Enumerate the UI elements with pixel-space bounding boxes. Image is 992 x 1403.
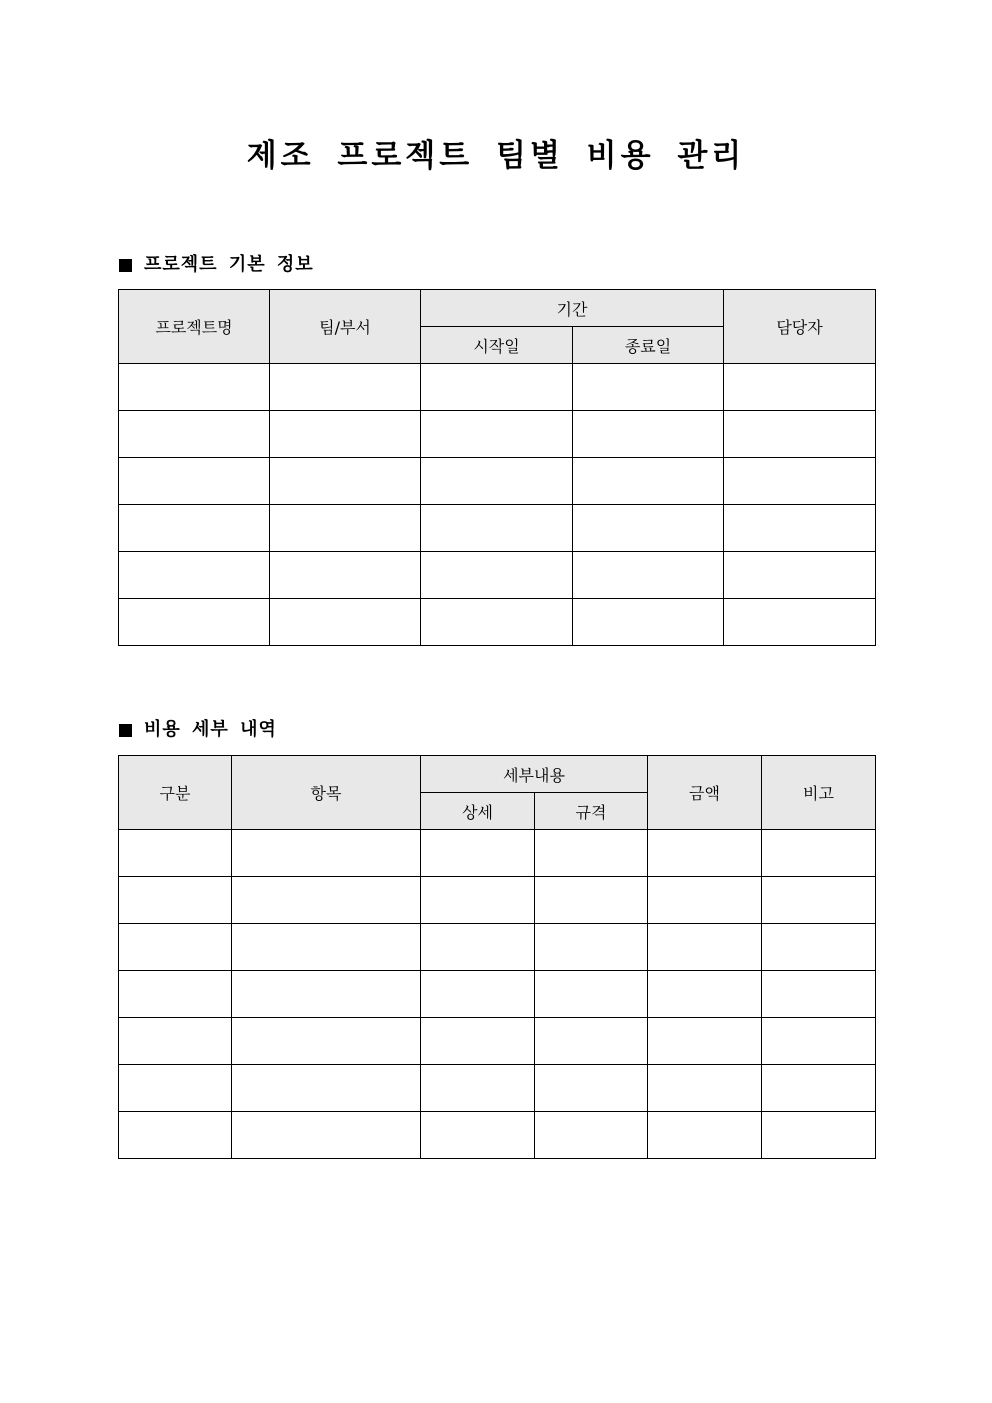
table-cell[interactable]: [421, 364, 573, 411]
square-bullet-icon: [119, 259, 132, 272]
table-cell[interactable]: [232, 830, 421, 877]
table-cell[interactable]: [270, 364, 421, 411]
section-heading-label: 비용 세부 내역: [144, 719, 277, 740]
table-cell[interactable]: [535, 924, 648, 971]
table-cell[interactable]: [573, 552, 724, 599]
table-row: [119, 971, 876, 1018]
table-cell[interactable]: [648, 877, 762, 924]
table-cell[interactable]: [535, 1112, 648, 1159]
table-cell[interactable]: [119, 877, 232, 924]
table-cell[interactable]: [232, 971, 421, 1018]
table-cell[interactable]: [648, 1065, 762, 1112]
section-heading-project-info: [119, 253, 314, 277]
table-cell[interactable]: [119, 552, 270, 599]
table-cell[interactable]: [421, 971, 535, 1018]
table-cell[interactable]: [119, 364, 270, 411]
table-cell[interactable]: [232, 1112, 421, 1159]
table-cell[interactable]: [724, 552, 876, 599]
header-end-date: 종료일: [573, 327, 724, 364]
table-cell[interactable]: [119, 599, 270, 646]
table-row: [119, 877, 876, 924]
table-cell[interactable]: [119, 505, 270, 552]
table-row: [119, 552, 876, 599]
table-cell[interactable]: [573, 505, 724, 552]
table-cell[interactable]: [232, 877, 421, 924]
table-row: [119, 599, 876, 646]
table-cell[interactable]: [421, 1018, 535, 1065]
table-cell[interactable]: [724, 411, 876, 458]
table-cell[interactable]: [648, 1112, 762, 1159]
table-cell[interactable]: [232, 924, 421, 971]
table-cell[interactable]: [762, 1018, 876, 1065]
table-cell[interactable]: [762, 830, 876, 877]
table-cell[interactable]: [119, 1018, 232, 1065]
table-cell[interactable]: [535, 971, 648, 1018]
table-cell[interactable]: [421, 505, 573, 552]
table-cell[interactable]: [421, 411, 573, 458]
table-cell[interactable]: [648, 971, 762, 1018]
table-cell[interactable]: [270, 458, 421, 505]
table-row: [119, 1112, 876, 1159]
table-cell[interactable]: [421, 552, 573, 599]
table-cell[interactable]: [421, 877, 535, 924]
header-period: 기간: [421, 290, 724, 327]
header-project-name: 프로젝트명: [119, 290, 270, 364]
table-cell[interactable]: [119, 411, 270, 458]
page-title: 제조 프로젝트 팀별 비용 관리: [246, 138, 746, 174]
table-row: [119, 1065, 876, 1112]
table-cell[interactable]: [573, 599, 724, 646]
table-row: [119, 830, 876, 877]
table-row: [119, 364, 876, 411]
table-cell[interactable]: [270, 411, 421, 458]
header-team: 팀/부서: [270, 290, 421, 364]
table-cell[interactable]: [119, 924, 232, 971]
table-cell[interactable]: [421, 1065, 535, 1112]
table-cell[interactable]: [232, 1065, 421, 1112]
table-cell[interactable]: [535, 1065, 648, 1112]
table-cell[interactable]: [762, 1112, 876, 1159]
header-start-date: 시작일: [421, 327, 573, 364]
table-cell[interactable]: [724, 599, 876, 646]
table-cell[interactable]: [762, 877, 876, 924]
section-heading-cost-details: [119, 718, 277, 742]
table-cell[interactable]: [421, 599, 573, 646]
project-info-table-body: [119, 364, 876, 646]
table-cell[interactable]: [648, 830, 762, 877]
table-cell[interactable]: [421, 458, 573, 505]
table-cell[interactable]: [762, 1065, 876, 1112]
table-cell[interactable]: [535, 830, 648, 877]
table-cell[interactable]: [270, 505, 421, 552]
header-note: 비고: [762, 756, 876, 830]
table-row: [119, 1018, 876, 1065]
table-cell[interactable]: [573, 364, 724, 411]
header-category: 구분: [119, 756, 232, 830]
table-cell[interactable]: [270, 552, 421, 599]
table-cell[interactable]: [648, 1018, 762, 1065]
square-bullet-icon: [119, 724, 132, 737]
table-cell[interactable]: [119, 971, 232, 1018]
table-cell[interactable]: [270, 599, 421, 646]
table-cell[interactable]: [119, 1112, 232, 1159]
table-cell[interactable]: [724, 505, 876, 552]
header-spec: 규격: [535, 793, 648, 830]
table-cell[interactable]: [573, 458, 724, 505]
table-cell[interactable]: [724, 458, 876, 505]
header-details: 세부내용: [421, 756, 648, 793]
table-cell[interactable]: [573, 411, 724, 458]
table-row: [119, 458, 876, 505]
table-cell[interactable]: [421, 830, 535, 877]
table-cell[interactable]: [724, 364, 876, 411]
cost-details-table: [118, 755, 876, 1159]
table-cell[interactable]: [232, 1018, 421, 1065]
project-info-table: [118, 289, 876, 646]
table-cell[interactable]: [119, 458, 270, 505]
table-cell[interactable]: [535, 1018, 648, 1065]
table-row: [119, 505, 876, 552]
table-cell[interactable]: [119, 830, 232, 877]
header-item: 항목: [232, 756, 421, 830]
header-detail: 상세: [421, 793, 535, 830]
table-cell[interactable]: [119, 1065, 232, 1112]
table-cell[interactable]: [535, 877, 648, 924]
table-cell[interactable]: [421, 924, 535, 971]
section-heading-label: 프로젝트 기본 정보: [144, 254, 314, 275]
table-row: [119, 411, 876, 458]
table-cell[interactable]: [421, 1112, 535, 1159]
header-amount: 금액: [648, 756, 762, 830]
header-manager: 담당자: [724, 290, 876, 364]
table-cell[interactable]: [648, 924, 762, 971]
table-row: [119, 924, 876, 971]
cost-details-table-body: [119, 830, 876, 1159]
table-cell[interactable]: [762, 971, 876, 1018]
table-cell[interactable]: [762, 924, 876, 971]
